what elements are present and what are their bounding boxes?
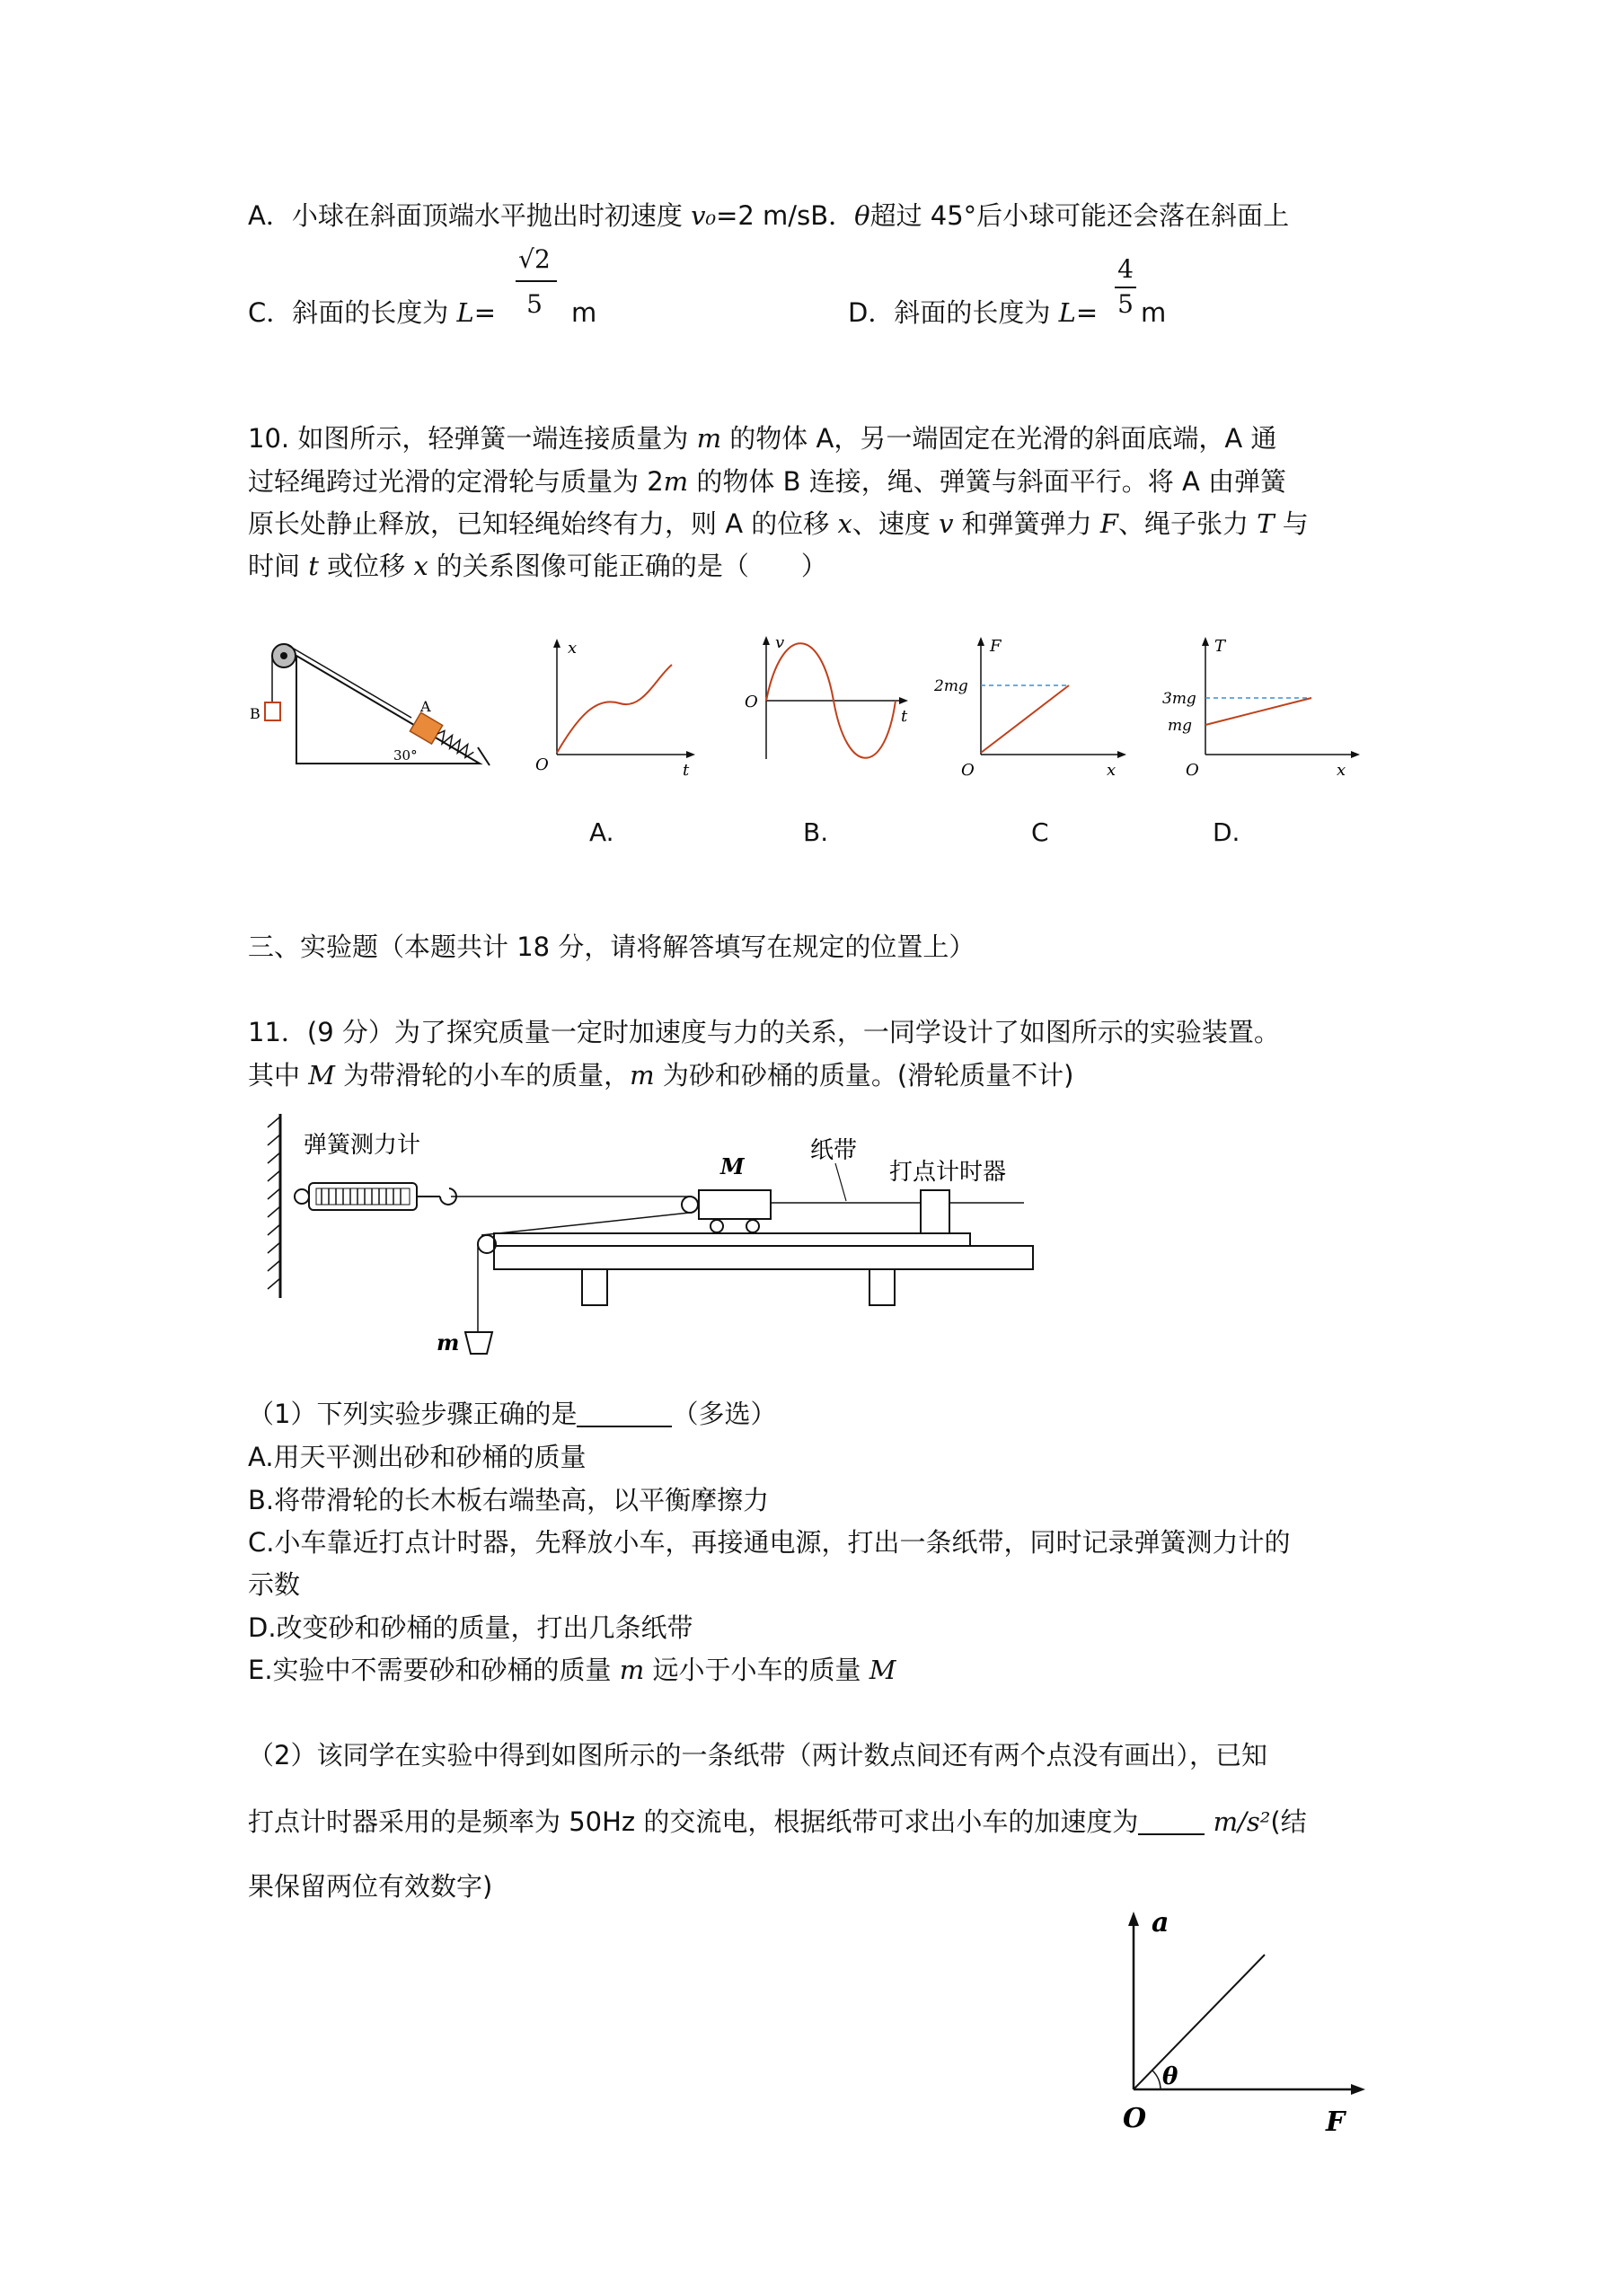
- svg-text:O: O: [961, 761, 975, 780]
- svg-text:x: x: [1337, 761, 1346, 780]
- graph-c-line: [981, 685, 1069, 753]
- graph-d-line: [1205, 698, 1311, 725]
- q10-graph-c: [934, 633, 1132, 782]
- q11-step-a: A.用天平测出砂和砂桶的质量: [248, 1442, 587, 1472]
- timer-icon: [921, 1190, 949, 1233]
- q10-graph-d: [1159, 633, 1365, 782]
- svg-text:2mg: 2mg: [934, 677, 968, 695]
- q11-step-c-line-1: C.小车靠近打点计时器，先释放小车，再接通电源，打出一条纸带，同时记录弹簧测力计的: [248, 1527, 1291, 1558]
- svg-text:t: t: [901, 707, 908, 726]
- q11-part-1-title: （1）下列实验步骤正确的是 （多选）: [248, 1399, 777, 1429]
- q10-line-3: 原长处静止释放，已知轻绳始终有力，则 A 的位移 x、速度 v 和弹簧弹力 F、绳子张力 T 与: [248, 508, 1309, 539]
- q10-line-4: 时间 t 或位移 x 的关系图像可能正确的是（ ）: [248, 551, 827, 581]
- q9-option-c-unit: m: [571, 297, 597, 328]
- q11-line-1: 11．(9 分）为了探究质量一定时加速度与力的关系，一同学设计了如图所示的实验装置。: [248, 1017, 1280, 1047]
- answer-blank-1[interactable]: [577, 1406, 672, 1427]
- q9-option-d-numerator: 4: [1117, 254, 1134, 284]
- q10-line-1: 10. 如图所示，轻弹簧一端连接质量为 m 的物体 A，另一端固定在光滑的斜面底端，A 通: [248, 423, 1277, 454]
- q11-step-c-line-2: 示数: [248, 1569, 301, 1600]
- long-board: [494, 1233, 970, 1246]
- answer-blank-2[interactable]: [1138, 1814, 1205, 1835]
- svg-text:t: t: [683, 761, 690, 780]
- svg-text:纸带: 纸带: [810, 1137, 858, 1164]
- q11-a-f-graph: [1114, 1904, 1374, 2138]
- q11-step-e: E.实验中不需要砂和砂桶的质量 m 远小于小车的质量 M: [248, 1655, 896, 1685]
- svg-text:M: M: [720, 1153, 745, 1179]
- svg-text:F: F: [990, 637, 1002, 656]
- q9-option-c-numerator: √2: [518, 244, 551, 274]
- svg-text:T: T: [1214, 637, 1226, 656]
- q9-option-c-fraction-bar: [516, 280, 557, 282]
- svg-text:m: m: [437, 1329, 460, 1356]
- a-f-line: [1134, 1955, 1265, 2089]
- svg-text:O: O: [535, 755, 549, 774]
- q11-step-d: D.改变砂和砂桶的质量，打出几条纸带: [248, 1612, 693, 1643]
- q10-choice-b[interactable]: B.: [803, 817, 829, 847]
- section-title: 三、实验题（本题共计 18 分，请将解答填写在规定的位置上）: [248, 932, 975, 962]
- q9-option-c-denominator: 5: [526, 289, 543, 319]
- svg-text:θ: θ: [1162, 2063, 1178, 2090]
- q9-option-a: A．小球在斜面顶端水平抛出时初速度 v₀=2 m/sB．θ超过 45°后小球可能还会落在斜面上: [248, 200, 1290, 231]
- q10-choice-c[interactable]: C: [1031, 817, 1049, 847]
- angle-arc: [1152, 2071, 1161, 2089]
- q9-option-d-unit: m: [1141, 297, 1167, 328]
- q11-part-2-line-2: 打点计时器采用的是频率为 50Hz 的交流电，根据纸带可求出小车的加速度为 m/s²(结: [248, 1806, 1307, 1837]
- q10-line-2: 过轻绳跨过光滑的定滑轮与质量为 2m 的物体 B 连接，绳、弹簧与斜面平行。将 A 由弹簧: [248, 466, 1286, 497]
- bucket-icon: [465, 1332, 492, 1354]
- q9-option-d-denominator: 5: [1117, 289, 1134, 319]
- q10-choice-d[interactable]: D.: [1213, 817, 1240, 847]
- label-a: A: [420, 698, 431, 715]
- q11-line-2: 其中 M 为带滑轮的小车的质量，m 为砂和砂桶的质量。(滑轮质量不计): [248, 1060, 1074, 1091]
- angle-label: 30°: [393, 747, 418, 764]
- q10-incline-figure: [243, 629, 499, 782]
- block-b: [265, 702, 280, 720]
- svg-text:x: x: [568, 639, 578, 658]
- q11-part-2-line-3: 果保留两位有效数字): [248, 1871, 493, 1902]
- table-top: [494, 1246, 1033, 1269]
- svg-text:a: a: [1152, 1907, 1169, 1938]
- svg-text:打点计时器: 打点计时器: [889, 1159, 1007, 1186]
- svg-text:x: x: [1107, 761, 1116, 780]
- svg-text:mg: mg: [1168, 717, 1193, 735]
- q11-part-2-line-1: （2）该同学在实验中得到如图所示的一条纸带（两计数点间还有两个点没有画出），已知: [248, 1740, 1267, 1771]
- label-b: B: [250, 705, 260, 722]
- q10-choice-a[interactable]: A.: [589, 817, 614, 847]
- spring-icon: [434, 729, 475, 760]
- graph-a-curve: [557, 665, 672, 753]
- svg-text:3mg: 3mg: [1162, 690, 1196, 708]
- svg-text:O: O: [1186, 761, 1199, 780]
- q9-option-d: D．斜面的长度为 L=: [848, 297, 1099, 328]
- q9-option-d-fraction-bar: [1115, 287, 1136, 288]
- svg-text:v: v: [775, 633, 785, 652]
- q10-graph-b: [741, 633, 916, 768]
- svg-text:O: O: [1123, 2103, 1147, 2134]
- svg-text:弹簧测力计: 弹簧测力计: [304, 1132, 421, 1159]
- q9-option-c: C．斜面的长度为 L=: [248, 297, 497, 328]
- incline-triangle: [296, 656, 480, 764]
- q11-step-b: B.将带滑轮的长木板右端垫高，以平衡摩擦力: [248, 1485, 770, 1515]
- cart-icon: [699, 1190, 771, 1219]
- svg-text:O: O: [745, 693, 758, 711]
- cart-pulley-icon: [682, 1197, 698, 1213]
- rope-incline: [287, 645, 411, 718]
- svg-text:F: F: [1326, 2106, 1346, 2138]
- q10-graph-a: [530, 633, 701, 782]
- q11-apparatus-figure: [260, 1109, 1051, 1356]
